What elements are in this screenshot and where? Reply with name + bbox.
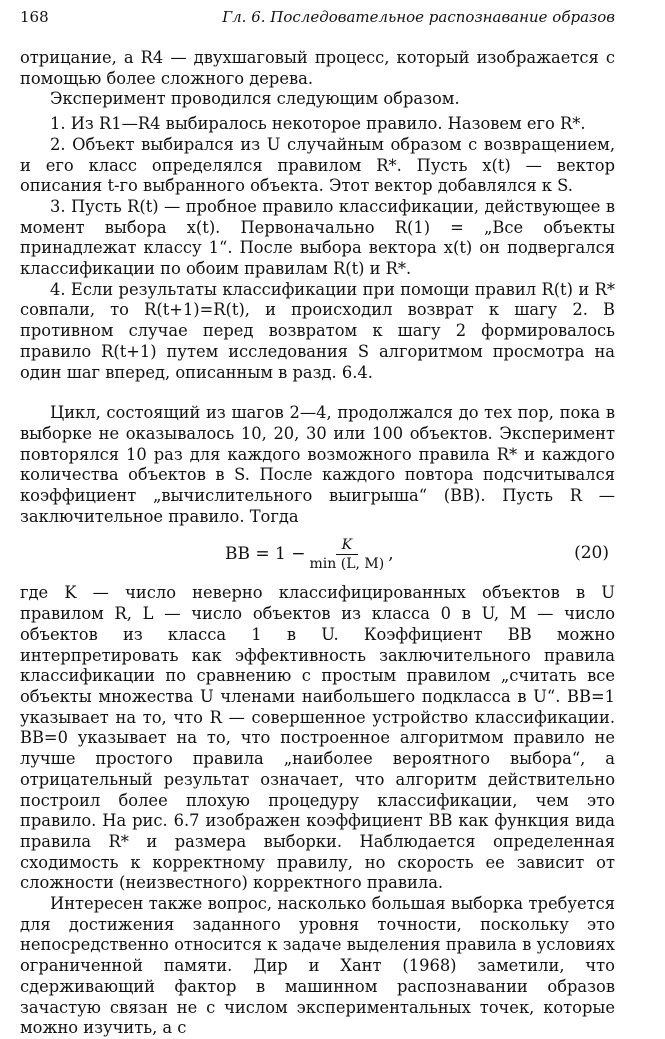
fraction-denominator: min (L, M) xyxy=(309,555,385,572)
paragraph: Интересен также вопрос, насколько большая выборка требуется для достижения заданного уровня точности, поскольку это непосредственно относится к задаче выделения правила в условиях ограниченной памяти. Дир и Хант (1968) заметили, что сдерживающий фактор в машинном распознавании образов зачастую связан не с числом экспериментальных точек, которые можно изучить, а с xyxy=(20,894,615,1038)
paragraph: отрицание, а R4 — двухшаговый процесс, который изображается с помощью более сложного дерева. xyxy=(20,48,615,88)
page-header xyxy=(20,8,615,32)
fraction-numerator: K xyxy=(336,537,358,555)
equation-number: (20) xyxy=(574,543,609,564)
equation xyxy=(20,531,615,577)
paragraph: где K — число неверно классифицированных объектов в U правилом R, L — число объектов из класса 0 в U, M — число объектов из класса 1 в U. Коэффициент ВВ можно интерпретировать как эффективность заключительного правила классификации по сравнению с простым правилом „считать все объекты множества U членами наибольшего подкласса в U“. ВВ=1 указывает на то, что R — совершенное устройство классификации. ВВ=0 указывает на то, что построенное алгоритмом правило не лучше простого правила „наиболее вероятного выбора“, а отрицательный результат означает, что алгоритм действительно построил более плохую процедуру классификации, чем это правило. На рис. 6.7 изображен коэффициент ВВ как функция вида правила R* и размера выборки. Наблюдается определенная сходимость к корректному правилу, но скорость ее зависит от сложности (неизвестного) корректного правила. xyxy=(20,583,615,893)
formula-left: ВВ = 1 − xyxy=(225,544,306,565)
list-item: 4. Если результаты классификации при помощи правил R(t) и R* совпали, то R(t+1)=R(t), и происходил возврат к шагу 2. В противном случае перед возвратом к шагу 2 формировалось правило R(t+1) путем исследования S алгоритмом просмотра на один шаг вперед, описанным в разд. 6.4. xyxy=(20,279,615,382)
formula xyxy=(225,531,394,577)
list-item: 3. Пусть R(t) — пробное правило классификации, действующее в момент выбора x(t). Первоначально R(1) = „Все объекты принадлежат классу 1“. После выбора вектора x(t) он подвергался классификации по обоим правилам R(t) и R*. xyxy=(20,196,615,279)
running-head: Гл. 6. Последовательное распознавание образов xyxy=(222,8,615,26)
formula-end: , xyxy=(388,544,394,565)
list-item: 1. Из R1—R4 выбиралось некоторое правило. Назовем его R*. xyxy=(50,114,586,134)
body-text xyxy=(20,48,615,1039)
paragraph: Цикл, состоящий из шагов 2—4, продолжался до тех пор, пока в выборке не оказывалось 10, 20, 30 или 100 объектов. Эксперимент повторялся 10 раз для каждого возможного правила R* и каждого количества объектов в S. После каждого повтора подсчитывался коэффициент „вычислительного выигрыша“ (ВВ). Пусть R — заключительное правило. Тогда xyxy=(20,403,615,526)
list-item: 2. Объект выбирался из U случайным образом с возвращением, и его класс определялся правилом R*. Пусть x(t) — вектор описания t-го выбранного объекта. Этот вектор добавлялся к S. xyxy=(20,134,615,196)
formula-fraction xyxy=(310,537,385,572)
page-number: 168 xyxy=(20,8,49,26)
paragraph: Эксперимент проводился следующим образом. xyxy=(50,89,460,109)
